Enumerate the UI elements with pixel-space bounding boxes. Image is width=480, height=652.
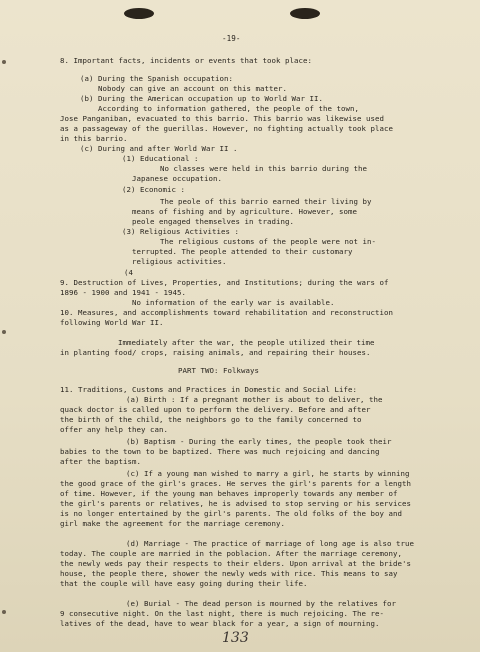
text-line: (b) Baptism - During the early times, the people took their [126,437,392,446]
edge-mark [2,330,6,334]
text-line: 9. Destruction of Lives, Properties, and Institutions; during the wars of [60,278,389,287]
text-line: The peole of this barrio earned their living by [160,197,372,206]
text-line: today. The couple are married in the poblacion. After the marriage ceremony, [60,549,402,558]
text-line: Immediately after the war, the people utilized their time [118,338,375,347]
text-line: (e) Burial - The dead person is mourned by the relatives for [126,599,396,608]
text-line: (c) If a young man wished to marry a girl, he starts by winning [126,469,410,478]
text-line: offer any help they can. [60,425,168,434]
text-line: (1) Educational : [122,154,199,163]
binder-hole [124,8,154,19]
text-line: (3) Religious Activities : [122,227,239,236]
text-line: babies to the town to be baptized. There was much rejoicing and dancing [60,447,380,456]
edge-mark [2,610,6,614]
section-heading: PART TWO: Folkways [178,366,259,375]
text-line: 8. Important facts, incidents or events that took place: [60,56,312,65]
text-line: religious activities. [132,257,227,266]
text-line: of time. However, if the young man behaves improperly towards any member of [60,489,398,498]
text-line: Japanese occupation. [132,174,222,183]
text-line: the newly weds pay their respects to their elders. Upon arrival at the bride's [60,559,411,568]
handwritten-page-number: 133 [222,630,249,646]
text-line: house, the people there, shower the newly weds with rice. This means to say [60,569,398,578]
text-line: (c) During and after World War II . [80,144,238,153]
text-line: peole engaged themselves in trading. [132,217,294,226]
text-line: the girl's parents or relatives, he is advised to stop serving or his services [60,499,411,508]
text-line: (a) During the Spanish occupation: [80,74,233,83]
text-line: 1896 - 1900 and 1941 - 1945. [60,288,186,297]
edge-mark [2,60,6,64]
text-line: following World War II. [60,318,164,327]
text-line: Jose Panganiban, evacuated to this barrio. This barrio was likewise used [60,114,384,123]
text-line: No classes were held in this barrio during the [160,164,367,173]
text-line: terrupted. The people attended to their customary [132,247,353,256]
text-line: Nobody can give an account on this matter. [98,84,287,93]
text-line: after the baptism. [60,457,141,466]
text-line: 10. Measures, and accomplishments toward rehabilitation and reconstruction [60,308,393,317]
text-line: (2) Economic : [122,185,185,194]
text-line: in planting food/ crops, raising animals, and repairing their houses. [60,348,371,357]
page-number: -19- [222,34,241,43]
text-line: is no longer entertained by the girl's parents. The old folks of the boy and [60,509,402,518]
text-line: 11. Traditions, Customs and Practices in Domestic and Social Life: [60,385,357,394]
text-line: (4 [124,268,133,277]
text-line: in this barrio. [60,134,128,143]
text-line: means of fishing and by agriculture. However, some [132,207,357,216]
text-line: (d) Marriage - The practice of marriage of long age is also true [126,539,414,548]
text-line: the good grace of the girl's graces. He serves the girl's parents for a length [60,479,411,488]
text-line: No information of the early war is available. [132,298,335,307]
text-line: as a passageway of the guerillas. However, no fighting actually took place [60,124,393,133]
text-line: According to information gathered, the people of the town, [98,104,359,113]
text-line: The religious customs of the people were not in- [160,237,376,246]
text-line: that the couple will have easy going during their life. [60,579,308,588]
text-line: 9 consecutive night. On the last night, there is much rejoicing. The re- [60,609,384,618]
text-line: (a) Birth : If a pregnant mother is about to deliver, the [126,395,383,404]
text-line: girl make the agreement for the marriage ceremony. [60,519,285,528]
text-line: quack doctor is called upon to perform the delivery. Before and after [60,405,371,414]
text-line: latives of the dead, have to wear black for a year, a sign of mourning. [60,619,380,628]
text-line: the birth of the child, the neighbors go to the family concerned to [60,415,362,424]
binder-hole [290,8,320,19]
text-line: (b) During the American occupation up to World War II. [80,94,323,103]
